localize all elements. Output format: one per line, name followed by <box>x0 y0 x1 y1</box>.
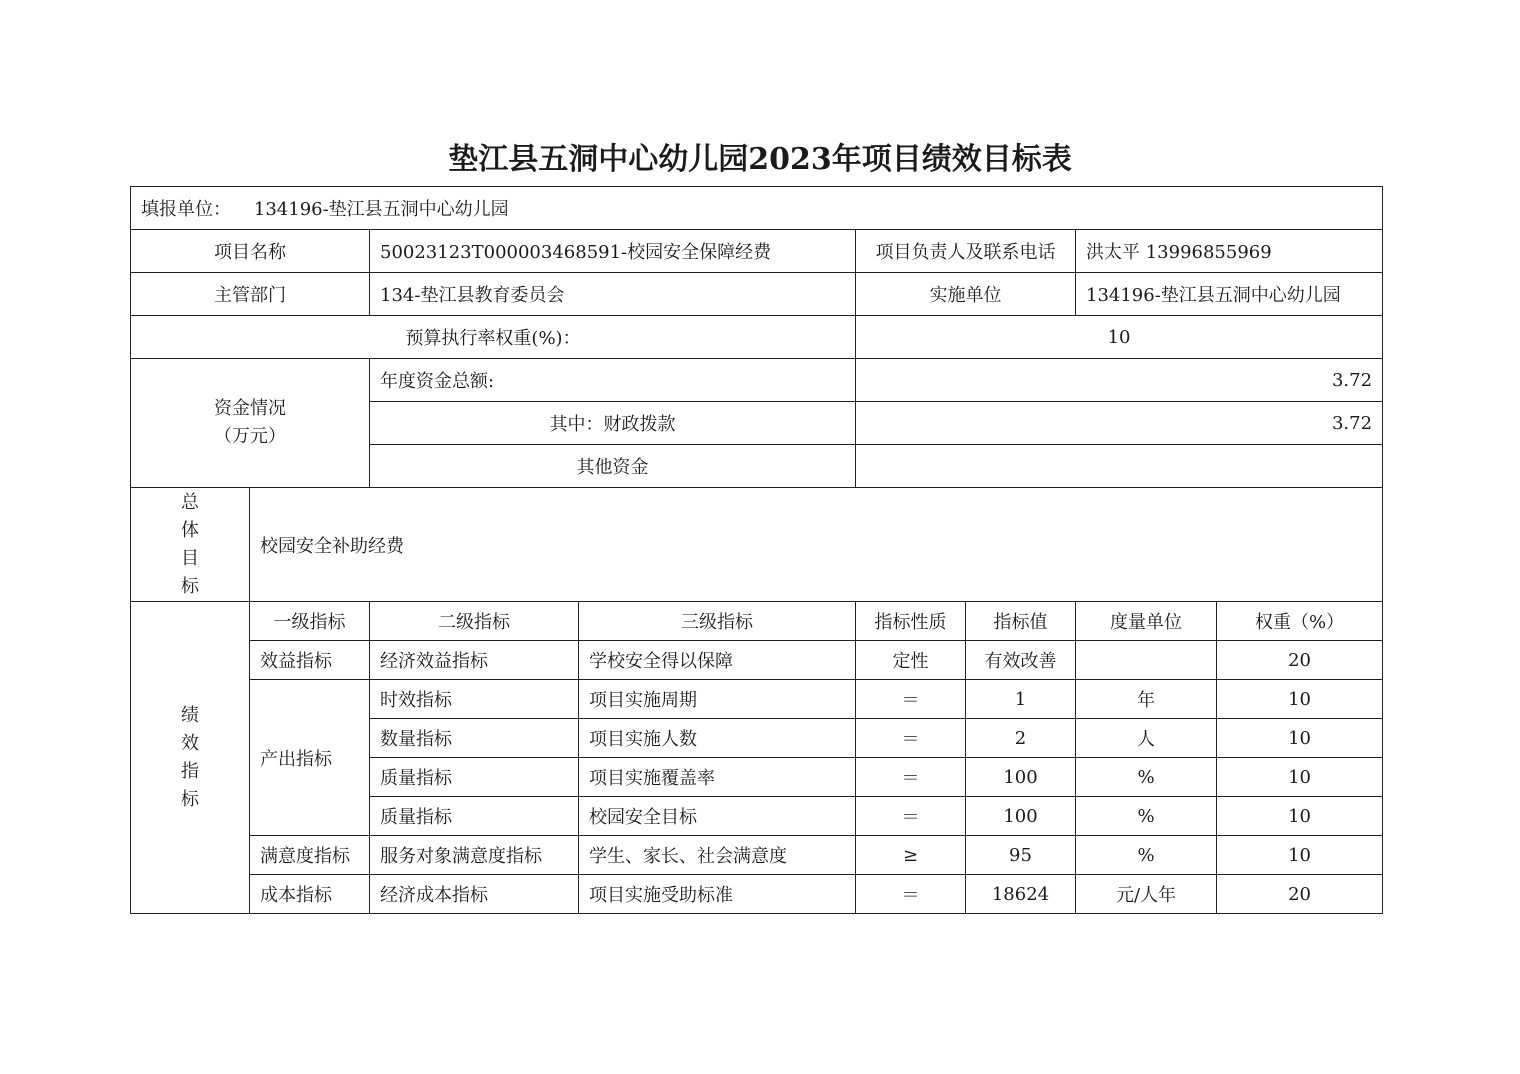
funds-other-value <box>856 445 1383 488</box>
impl-value: 134196-垫江县五洞中心幼儿园 <box>1076 273 1383 316</box>
project-name-row <box>131 230 1383 273</box>
table-row <box>131 641 1383 680</box>
goal-label <box>131 488 250 602</box>
column-header: 一级指标 <box>250 602 370 641</box>
level3-cell: 项目实施周期 <box>579 680 856 719</box>
funds-total-label: 年度资金总额: <box>370 359 856 402</box>
dept-row <box>131 273 1383 316</box>
funds-label-line2: （万元） <box>214 426 286 447</box>
goal-label-char: 标 <box>181 575 199 597</box>
column-header: 指标性质 <box>856 602 966 641</box>
weight-cell: 10 <box>1217 836 1383 875</box>
level2-cell: 时效指标 <box>370 680 579 719</box>
project-name-value: 50023123T000003468591-校园安全保障经费 <box>370 230 856 273</box>
level3-cell: 项目实施人数 <box>579 719 856 758</box>
nature-cell: 定性 <box>856 641 966 680</box>
project-name-label: 项目名称 <box>131 230 370 273</box>
table-row <box>131 875 1383 914</box>
level2-cell: 经济效益指标 <box>370 641 579 680</box>
level1-cell: 效益指标 <box>250 641 370 680</box>
column-header: 度量单位 <box>1076 602 1217 641</box>
value-cell: 100 <box>966 758 1076 797</box>
column-header: 二级指标 <box>370 602 579 641</box>
weight-cell: 10 <box>1217 797 1383 836</box>
funds-other-label: 其他资金 <box>370 445 856 488</box>
goal-row <box>131 488 1383 602</box>
value-cell: 有效改善 <box>966 641 1076 680</box>
funds-label-line1: 资金情况 <box>214 398 286 419</box>
budget-rate-row <box>131 316 1383 359</box>
weight-cell: 10 <box>1217 719 1383 758</box>
level3-cell: 学生、家长、社会满意度 <box>579 836 856 875</box>
indicators-label-char: 指 <box>181 760 199 782</box>
level2-cell: 质量指标 <box>370 758 579 797</box>
contact-label: 项目负责人及联系电话 <box>856 230 1076 273</box>
level3-cell: 项目实施受助标准 <box>579 875 856 914</box>
unit-cell: 年 <box>1076 680 1217 719</box>
dept-value: 134-垫江县教育委员会 <box>370 273 856 316</box>
column-header: 指标值 <box>966 602 1076 641</box>
goal-value: 校园安全补助经费 <box>250 488 1383 602</box>
indicators-label-char: 标 <box>181 788 199 810</box>
unit-cell: 人 <box>1076 719 1217 758</box>
value-cell: 100 <box>966 797 1076 836</box>
weight-cell: 20 <box>1217 641 1383 680</box>
value-cell: 2 <box>966 719 1076 758</box>
unit-cell: % <box>1076 797 1217 836</box>
level1-cell: 成本指标 <box>250 875 370 914</box>
column-header: 权重（%） <box>1217 602 1383 641</box>
nature-cell: ＝ <box>856 758 966 797</box>
column-header: 三级指标 <box>579 602 856 641</box>
value-cell: 18624 <box>966 875 1076 914</box>
level3-cell: 学校安全得以保障 <box>579 641 856 680</box>
unit-row <box>131 187 1383 230</box>
level2-cell: 质量指标 <box>370 797 579 836</box>
unit-cell: 元/人年 <box>1076 875 1217 914</box>
goal-label-char: 总 <box>181 491 199 513</box>
funds-total-value: 3.72 <box>856 359 1383 402</box>
level2-cell: 数量指标 <box>370 719 579 758</box>
weight-cell: 20 <box>1217 875 1383 914</box>
level3-cell: 校园安全目标 <box>579 797 856 836</box>
table-row <box>131 836 1383 875</box>
level3-cell: 项目实施覆盖率 <box>579 758 856 797</box>
funds-label <box>131 359 370 488</box>
nature-cell: ＝ <box>856 680 966 719</box>
table-row <box>131 680 1383 719</box>
budget-rate-value: 10 <box>856 316 1383 359</box>
nature-cell: ＝ <box>856 797 966 836</box>
dept-label: 主管部门 <box>131 273 370 316</box>
nature-cell: ＝ <box>856 875 966 914</box>
unit-label: 填报单位： <box>141 199 231 220</box>
unit-cell: % <box>1076 758 1217 797</box>
funds-total-row <box>131 359 1383 402</box>
level2-cell: 服务对象满意度指标 <box>370 836 579 875</box>
indicators-label <box>131 602 250 914</box>
unit-cell: % <box>1076 836 1217 875</box>
unit-cell <box>131 187 1383 230</box>
budget-rate-label: 预算执行率权重(%)： <box>131 316 856 359</box>
funds-fiscal-value: 3.72 <box>856 402 1383 445</box>
value-cell: 1 <box>966 680 1076 719</box>
goal-label-char: 目 <box>181 547 199 569</box>
indicators-label-char: 效 <box>181 732 199 754</box>
indicators-label-char: 绩 <box>181 704 199 726</box>
nature-cell: ≥ <box>856 836 966 875</box>
indicator-header-row <box>131 602 1383 641</box>
performance-table <box>130 186 1383 914</box>
unit-value: 134196-垫江县五洞中心幼儿园 <box>253 199 509 220</box>
level2-cell: 经济成本指标 <box>370 875 579 914</box>
unit-cell <box>1076 641 1217 680</box>
level1-cell: 产出指标 <box>250 680 370 836</box>
value-cell: 95 <box>966 836 1076 875</box>
level1-cell: 满意度指标 <box>250 836 370 875</box>
goal-label-char: 体 <box>181 519 199 541</box>
page-title: 垫江县五洞中心幼儿园2023年项目绩效目标表 <box>448 142 1072 177</box>
funds-fiscal-label: 其中：财政拨款 <box>370 402 856 445</box>
impl-label: 实施单位 <box>856 273 1076 316</box>
nature-cell: ＝ <box>856 719 966 758</box>
weight-cell: 10 <box>1217 758 1383 797</box>
weight-cell: 10 <box>1217 680 1383 719</box>
contact-value: 洪太平 13996855969 <box>1076 230 1383 273</box>
